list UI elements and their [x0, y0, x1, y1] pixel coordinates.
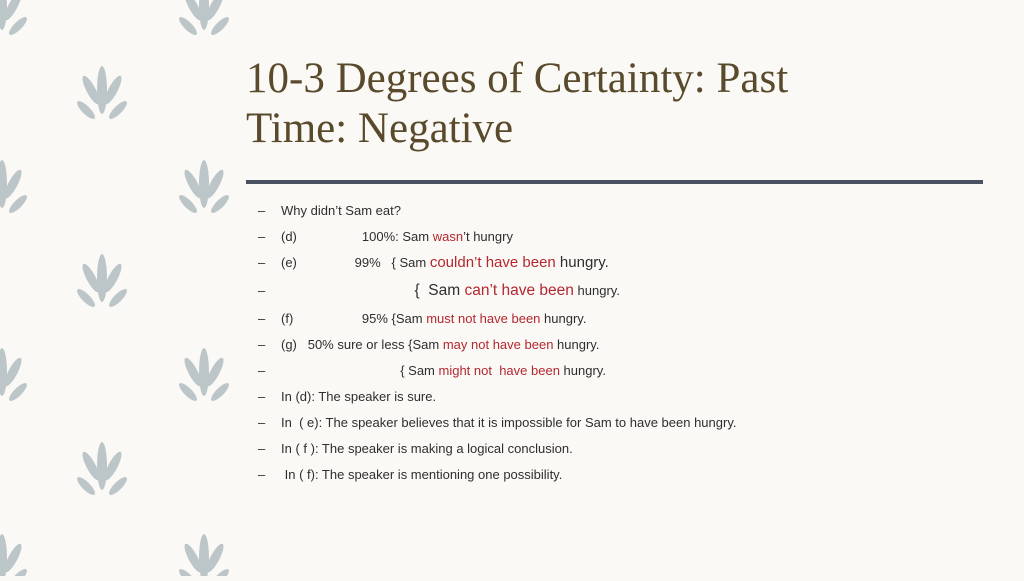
bullet-item-10 [258, 441, 998, 467]
leaf-sprig-icon [0, 160, 29, 215]
bullet-text: (e) 99% { Sam couldn’t have been hungry. [281, 254, 609, 271]
bullet-item-8 [258, 389, 998, 415]
slide-title [246, 54, 986, 154]
bullet-text: In (d): The speaker is sure. [281, 389, 437, 404]
leaf-sprig-icon [177, 0, 232, 37]
bullet-dash: – [258, 283, 266, 298]
leaf-sprig-icon [177, 534, 232, 576]
bullet-dash: – [258, 363, 266, 378]
bullet-text: (d) 100%: Sam wasn’t hungry [281, 229, 513, 244]
title-divider [246, 180, 983, 184]
bullet-dash: – [258, 311, 266, 326]
bullet-dash: – [258, 337, 266, 352]
bullet-text: { Sam might not have been hungry. [281, 363, 606, 378]
bullet-dash: – [258, 389, 266, 404]
leaf-sprig-icon [0, 348, 29, 403]
bullet-item-1 [258, 203, 998, 229]
leaf-sprig-icon [75, 66, 130, 121]
bullet-text: In ( f): The speaker is mentioning one possibility. [281, 467, 563, 482]
leaf-sprig-icon [177, 160, 232, 215]
bullet-item-9 [258, 415, 998, 441]
bullet-dash: – [258, 255, 266, 270]
bullet-dash: – [258, 467, 266, 482]
bullet-dash: – [258, 229, 266, 244]
bullet-item-4 [258, 283, 998, 311]
bullet-item-3 [258, 255, 998, 283]
bullet-item-11 [258, 467, 998, 493]
leaf-sprig-icon [0, 534, 29, 576]
bullet-item-5 [258, 311, 998, 337]
leaf-sprig-icon [75, 254, 130, 309]
bullet-text: (f) 95% {Sam must not have been hungry. [281, 311, 587, 326]
bullet-text: { Sam can’t have been hungry. [281, 282, 620, 299]
leaf-sprig-icon [177, 348, 232, 403]
bullet-item-7 [258, 363, 998, 389]
bullet-dash: – [258, 441, 266, 456]
slide-title-line-1: 10-3 Degrees of Certainty: Past [246, 55, 789, 102]
leaf-pattern [0, 0, 240, 576]
bullet-item-2 [258, 229, 998, 255]
bullet-text: (g) 50% sure or less {Sam may not have been hungry. [281, 337, 600, 352]
leaf-sprig-icon [0, 0, 29, 37]
bullet-dash: – [258, 415, 266, 430]
bullet-dash: – [258, 203, 266, 218]
leaf-pattern-svg [0, 0, 240, 576]
bullet-text: In ( e): The speaker believes that it is impossible for Sam to have been hungry. [281, 415, 737, 430]
leaf-sprig-icon [75, 442, 130, 497]
bullet-item-6 [258, 337, 998, 363]
slide-title-line-2: Time: Negative [246, 105, 514, 152]
bullet-text: In ( f ): The speaker is making a logical conclusion. [281, 441, 573, 456]
bullet-list [258, 203, 998, 493]
bullet-text: Why didn’t Sam eat? [281, 203, 401, 218]
